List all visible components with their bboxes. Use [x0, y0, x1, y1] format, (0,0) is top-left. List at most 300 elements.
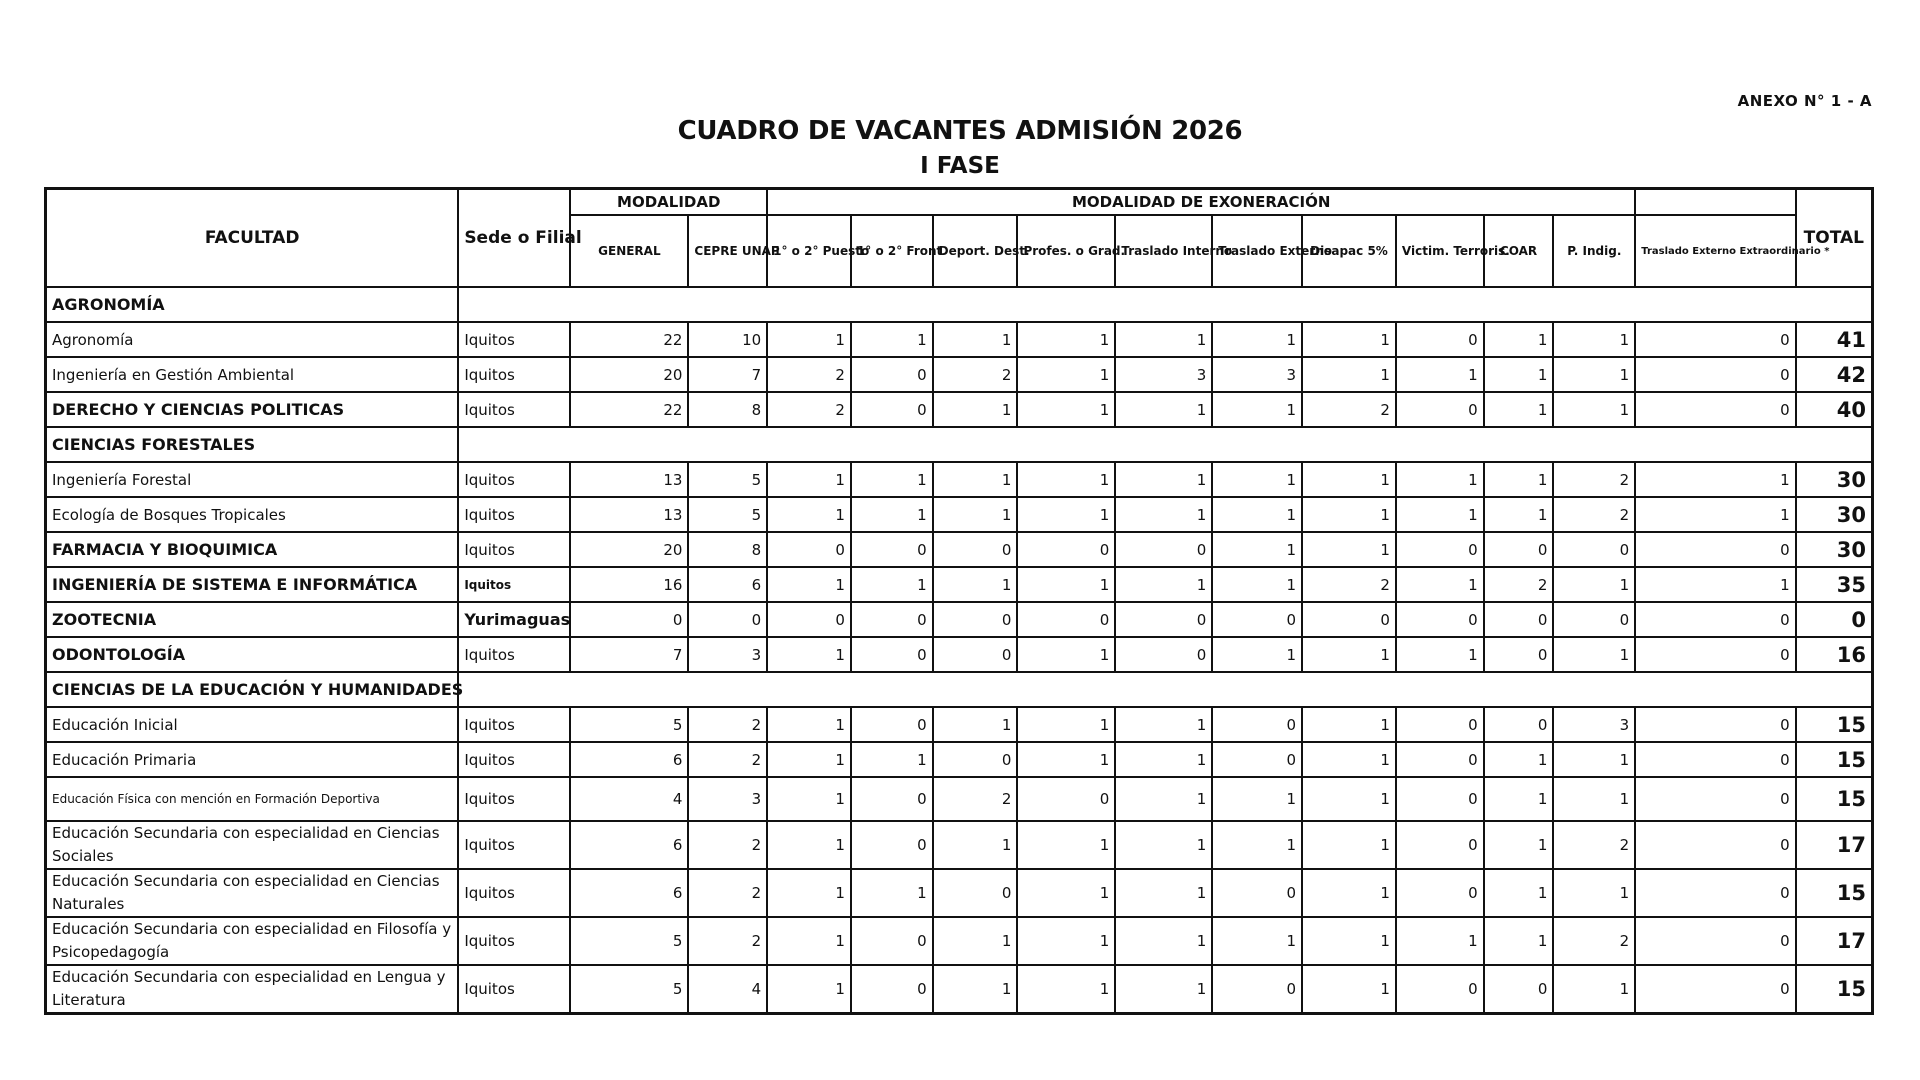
cell-value: 0 [1635, 322, 1795, 357]
table-row [46, 497, 1873, 532]
cell-value: 0 [1635, 637, 1795, 672]
cell-total: 0 [1796, 602, 1873, 637]
cell-value: 1 [767, 821, 851, 869]
cell-value: 1 [1017, 392, 1115, 427]
cell-value: 0 [1396, 869, 1484, 917]
cell-value: 1 [1115, 821, 1212, 869]
table-row [46, 742, 1873, 777]
cell-value: 1 [1017, 497, 1115, 532]
cell-value: 1 [1212, 497, 1302, 532]
cell-value: 0 [1212, 965, 1302, 1014]
cell-value: 0 [851, 602, 933, 637]
cell-value: 1 [1484, 869, 1554, 917]
cell-value: 0 [1115, 532, 1212, 567]
cell-value: 1 [1302, 357, 1396, 392]
header-total: TOTAL [1796, 189, 1873, 288]
cell-value: 2 [767, 392, 851, 427]
cell-value: 2 [688, 869, 767, 917]
cell-sede: Iquitos [458, 707, 570, 742]
table-row [46, 637, 1873, 672]
cell-total: 30 [1796, 462, 1873, 497]
cell-value: 1 [1553, 567, 1635, 602]
cell-sede: Iquitos [458, 777, 570, 821]
cell-value: 3 [1115, 357, 1212, 392]
section-title: AGRONOMÍA [46, 287, 459, 322]
cell-value: 1 [1212, 777, 1302, 821]
cell-value: 2 [1484, 567, 1554, 602]
cell-value: 1 [1302, 821, 1396, 869]
cell-value: 5 [688, 497, 767, 532]
cell-value: 0 [1115, 602, 1212, 637]
cell-value: 2 [1553, 821, 1635, 869]
header-col: 1° o 2° Puesto [767, 215, 851, 287]
cell-value: 1 [1302, 532, 1396, 567]
cell-value: 1 [1302, 742, 1396, 777]
table-row [46, 567, 1873, 602]
cell-value: 5 [688, 462, 767, 497]
cell-value: 1 [1115, 917, 1212, 965]
cell-value: 0 [1635, 917, 1795, 965]
table-row [46, 462, 1873, 497]
cell-value: 1 [767, 637, 851, 672]
cell-sede: Iquitos [458, 637, 570, 672]
cell-value: 0 [1635, 707, 1795, 742]
cell-value: 0 [851, 707, 933, 742]
cell-value: 1 [1017, 917, 1115, 965]
cell-value: 1 [1115, 497, 1212, 532]
cell-value: 0 [1396, 707, 1484, 742]
cell-value: 2 [1553, 497, 1635, 532]
cell-value: 1 [1115, 742, 1212, 777]
cell-value: 0 [767, 532, 851, 567]
cell-total: 15 [1796, 777, 1873, 821]
cell-value: 22 [570, 322, 688, 357]
cell-value: 0 [1484, 707, 1554, 742]
cell-value: 1 [1302, 462, 1396, 497]
header-facultad: FACULTAD [46, 189, 459, 288]
cell-sede: Iquitos [458, 392, 570, 427]
table-row [46, 392, 1873, 427]
section-row [46, 427, 1873, 462]
cell-value: 1 [767, 707, 851, 742]
cell-value: 1 [1302, 497, 1396, 532]
cell-value: 0 [851, 777, 933, 821]
cell-total: 30 [1796, 532, 1873, 567]
cell-value: 1 [1553, 637, 1635, 672]
table-row [46, 602, 1873, 637]
cell-value: 2 [933, 357, 1018, 392]
cell-value: 6 [570, 869, 688, 917]
cell-value: 6 [688, 567, 767, 602]
cell-value: 1 [1115, 567, 1212, 602]
header-col: CEPRE UNAP [688, 215, 767, 287]
cell-value: 1 [933, 965, 1018, 1014]
cell-value: 6 [570, 742, 688, 777]
cell-value: 0 [1396, 322, 1484, 357]
cell-value: 4 [570, 777, 688, 821]
table-row [46, 532, 1873, 567]
cell-total: 42 [1796, 357, 1873, 392]
cell-value: 1 [1553, 357, 1635, 392]
cell-value: 0 [851, 357, 933, 392]
cell-total: 35 [1796, 567, 1873, 602]
cell-value: 0 [851, 965, 933, 1014]
cell-value: 2 [933, 777, 1018, 821]
table-row [46, 707, 1873, 742]
cell-value: 1 [1212, 821, 1302, 869]
cell-value: 0 [1635, 869, 1795, 917]
cell-value: 0 [933, 602, 1018, 637]
cell-value: 0 [1484, 965, 1554, 1014]
section-filler [458, 427, 1872, 462]
cell-value: 0 [933, 869, 1018, 917]
section-title: CIENCIAS DE LA EDUCACIÓN Y HUMANIDADES [46, 672, 459, 707]
annex-label: ANEXO N° 1 - A [1737, 92, 1872, 110]
cell-value: 0 [1017, 777, 1115, 821]
cell-value: 3 [688, 777, 767, 821]
cell-value: 0 [1396, 392, 1484, 427]
cell-value: 1 [1302, 869, 1396, 917]
cell-value: 0 [1635, 532, 1795, 567]
cell-value: 0 [1212, 602, 1302, 637]
cell-value: 1 [1302, 637, 1396, 672]
table-row [46, 917, 1873, 965]
cell-value: 0 [933, 637, 1018, 672]
cell-value: 1 [1017, 742, 1115, 777]
cell-value: 1 [767, 322, 851, 357]
cell-sede: Iquitos [458, 357, 570, 392]
cell-value: 1 [933, 917, 1018, 965]
cell-value: 0 [1553, 602, 1635, 637]
cell-value: 1 [1484, 777, 1554, 821]
cell-value: 1 [1115, 462, 1212, 497]
section-row [46, 672, 1873, 707]
section-filler [458, 672, 1872, 707]
cell-value: 1 [1484, 497, 1554, 532]
header-col: Victim. Terroris. [1396, 215, 1484, 287]
cell-value: 0 [933, 532, 1018, 567]
cell-value: 1 [1212, 567, 1302, 602]
cell-sede: Iquitos [458, 497, 570, 532]
cell-value: 8 [688, 532, 767, 567]
cell-value: 1 [933, 392, 1018, 427]
cell-value: 1 [1553, 777, 1635, 821]
header-col: Deport. Dest. [933, 215, 1018, 287]
cell-value: 1 [1635, 497, 1795, 532]
cell-sede: Iquitos [458, 965, 570, 1014]
cell-value: 5 [570, 917, 688, 965]
cell-sede: Iquitos [458, 821, 570, 869]
header-col: Profes. o Grad. [1017, 215, 1115, 287]
cell-total: 41 [1796, 322, 1873, 357]
cell-value: 1 [767, 462, 851, 497]
cell-facultad: ODONTOLOGÍA [46, 637, 459, 672]
cell-value: 1 [851, 322, 933, 357]
cell-value: 1 [1484, 742, 1554, 777]
cell-value: 0 [1484, 602, 1554, 637]
cell-value: 2 [1553, 917, 1635, 965]
cell-value: 1 [767, 567, 851, 602]
cell-value: 0 [1396, 742, 1484, 777]
cell-sede: Iquitos [458, 462, 570, 497]
cell-value: 2 [688, 821, 767, 869]
cell-sede: Yurimaguas [458, 602, 570, 637]
cell-value: 1 [1212, 462, 1302, 497]
table-row [46, 357, 1873, 392]
cell-value: 0 [1396, 965, 1484, 1014]
cell-value: 1 [1212, 392, 1302, 427]
cell-value: 0 [851, 821, 933, 869]
cell-value: 1 [1302, 322, 1396, 357]
cell-value: 1 [1302, 965, 1396, 1014]
cell-value: 1 [1553, 322, 1635, 357]
section-title: CIENCIAS FORESTALES [46, 427, 459, 462]
page-subtitle: I FASE [920, 153, 1000, 179]
cell-sede: Iquitos [458, 742, 570, 777]
cell-value: 0 [1635, 357, 1795, 392]
cell-value: 0 [1302, 602, 1396, 637]
cell-total: 17 [1796, 821, 1873, 869]
cell-value: 0 [1212, 742, 1302, 777]
cell-value: 1 [851, 869, 933, 917]
cell-value: 20 [570, 532, 688, 567]
cell-facultad: Educación Secundaria con especialidad en Filosofía y Psicopedagogía [46, 917, 459, 965]
cell-value: 1 [1017, 357, 1115, 392]
cell-value: 1 [1212, 637, 1302, 672]
cell-value: 1 [1484, 322, 1554, 357]
cell-value: 1 [1017, 707, 1115, 742]
cell-value: 1 [1635, 567, 1795, 602]
cell-value: 0 [851, 637, 933, 672]
cell-value: 1 [1017, 869, 1115, 917]
table-row [46, 869, 1873, 917]
cell-value: 0 [1635, 742, 1795, 777]
cell-facultad: Educación Secundaria con especialidad en Lengua y Literatura [46, 965, 459, 1014]
cell-value: 6 [570, 821, 688, 869]
cell-value: 1 [1484, 357, 1554, 392]
cell-value: 0 [1396, 777, 1484, 821]
cell-value: 1 [1115, 965, 1212, 1014]
cell-facultad: Ingeniería en Gestión Ambiental [46, 357, 459, 392]
table-body [46, 287, 1873, 1014]
cell-value: 1 [1396, 497, 1484, 532]
header-modalidad: MODALIDAD [570, 189, 767, 216]
cell-value: 3 [1553, 707, 1635, 742]
cell-value: 0 [1396, 532, 1484, 567]
cell-value: 0 [1484, 532, 1554, 567]
cell-facultad: FARMACIA Y BIOQUIMICA [46, 532, 459, 567]
header-col: Disapac 5% [1302, 215, 1396, 287]
cell-value: 13 [570, 497, 688, 532]
cell-total: 30 [1796, 497, 1873, 532]
header-col: 1° o 2° Front [851, 215, 933, 287]
cell-value: 1 [1484, 917, 1554, 965]
cell-value: 0 [1115, 637, 1212, 672]
section-row [46, 287, 1873, 322]
cell-value: 1 [1115, 777, 1212, 821]
cell-value: 20 [570, 357, 688, 392]
cell-value: 1 [1017, 322, 1115, 357]
cell-value: 0 [851, 917, 933, 965]
header-col: P. Indig. [1553, 215, 1635, 287]
cell-value: 1 [851, 497, 933, 532]
cell-value: 1 [767, 497, 851, 532]
cell-value: 1 [933, 322, 1018, 357]
cell-value: 1 [1396, 567, 1484, 602]
cell-facultad: ZOOTECNIA [46, 602, 459, 637]
cell-facultad: Educación Inicial [46, 707, 459, 742]
cell-value: 1 [1553, 742, 1635, 777]
cell-value: 10 [688, 322, 767, 357]
header-empty [1635, 189, 1795, 216]
cell-value: 2 [1302, 392, 1396, 427]
cell-value: 1 [1553, 869, 1635, 917]
cell-facultad: Educación Física con mención en Formación Deportiva [46, 777, 459, 821]
cell-value: 1 [1115, 707, 1212, 742]
cell-value: 1 [933, 707, 1018, 742]
header-col: Traslado Interno [1115, 215, 1212, 287]
cell-value: 3 [688, 637, 767, 672]
cell-value: 0 [1396, 821, 1484, 869]
cell-facultad: Educación Primaria [46, 742, 459, 777]
cell-value: 0 [1635, 821, 1795, 869]
cell-value: 0 [1396, 602, 1484, 637]
cell-value: 1 [1302, 917, 1396, 965]
cell-value: 1 [933, 567, 1018, 602]
cell-value: 0 [1553, 532, 1635, 567]
cell-sede: Iquitos [458, 322, 570, 357]
cell-value: 0 [1635, 602, 1795, 637]
cell-value: 1 [1212, 532, 1302, 567]
cell-value: 1 [1396, 917, 1484, 965]
header-col: COAR [1484, 215, 1554, 287]
cell-value: 1 [1115, 869, 1212, 917]
cell-value: 0 [767, 602, 851, 637]
cell-facultad: Ecología de Bosques Tropicales [46, 497, 459, 532]
cell-value: 1 [1484, 821, 1554, 869]
cell-value: 1 [1302, 707, 1396, 742]
cell-value: 5 [570, 965, 688, 1014]
cell-value: 1 [1635, 462, 1795, 497]
cell-value: 5 [570, 707, 688, 742]
cell-value: 1 [851, 567, 933, 602]
cell-value: 1 [1017, 462, 1115, 497]
cell-value: 0 [851, 532, 933, 567]
cell-value: 2 [688, 707, 767, 742]
cell-total: 15 [1796, 742, 1873, 777]
header-col: Traslado Externo [1212, 215, 1302, 287]
cell-total: 16 [1796, 637, 1873, 672]
table-row [46, 322, 1873, 357]
table-row [46, 821, 1873, 869]
cell-value: 0 [851, 392, 933, 427]
cell-value: 1 [1212, 917, 1302, 965]
page-title: CUADRO DE VACANTES ADMISIÓN 2026 [677, 116, 1243, 146]
cell-value: 1 [767, 777, 851, 821]
cell-value: 2 [688, 917, 767, 965]
section-filler [458, 287, 1872, 322]
cell-value: 1 [933, 497, 1018, 532]
cell-value: 1 [767, 869, 851, 917]
cell-value: 1 [1553, 965, 1635, 1014]
header-col: GENERAL [570, 215, 688, 287]
cell-facultad: Educación Secundaria con especialidad en Ciencias Naturales [46, 869, 459, 917]
cell-value: 0 [1017, 532, 1115, 567]
cell-value: 1 [1396, 462, 1484, 497]
header-col: Traslado Externo Extraordinario * [1635, 215, 1795, 287]
cell-value: 16 [570, 567, 688, 602]
cell-sede: Iquitos [458, 532, 570, 567]
cell-value: 2 [1553, 462, 1635, 497]
cell-value: 1 [1484, 392, 1554, 427]
cell-total: 40 [1796, 392, 1873, 427]
cell-value: 0 [933, 742, 1018, 777]
cell-value: 0 [1017, 602, 1115, 637]
cell-value: 0 [1635, 392, 1795, 427]
cell-value: 1 [1115, 322, 1212, 357]
cell-value: 0 [688, 602, 767, 637]
cell-value: 1 [1017, 821, 1115, 869]
cell-value: 1 [1115, 392, 1212, 427]
cell-value: 8 [688, 392, 767, 427]
cell-facultad: INGENIERÍA DE SISTEMA E INFORMÁTICA [46, 567, 459, 602]
cell-value: 1 [1017, 965, 1115, 1014]
table-row [46, 965, 1873, 1014]
cell-value: 1 [1396, 637, 1484, 672]
cell-value: 1 [767, 742, 851, 777]
cell-value: 1 [851, 462, 933, 497]
cell-value: 0 [1484, 637, 1554, 672]
cell-value: 2 [767, 357, 851, 392]
header-sede: Sede o Filial [458, 189, 570, 288]
vacancies-table [44, 187, 1874, 1015]
cell-value: 1 [933, 821, 1018, 869]
table-row [46, 777, 1873, 821]
cell-sede: Iquitos [458, 567, 570, 602]
cell-sede: Iquitos [458, 869, 570, 917]
cell-total: 15 [1796, 965, 1873, 1014]
cell-value: 0 [570, 602, 688, 637]
cell-total: 15 [1796, 707, 1873, 742]
cell-value: 0 [1212, 707, 1302, 742]
cell-total: 15 [1796, 869, 1873, 917]
cell-value: 3 [1212, 357, 1302, 392]
cell-value: 2 [688, 742, 767, 777]
cell-value: 4 [688, 965, 767, 1014]
cell-value: 0 [1212, 869, 1302, 917]
cell-value: 1 [1553, 392, 1635, 427]
cell-value: 0 [1635, 965, 1795, 1014]
cell-value: 1 [767, 917, 851, 965]
cell-facultad: Educación Secundaria con especialidad en Ciencias Sociales [46, 821, 459, 869]
cell-value: 1 [1302, 777, 1396, 821]
cell-total: 17 [1796, 917, 1873, 965]
header-exoneracion: MODALIDAD DE EXONERACIÓN [767, 189, 1635, 216]
cell-value: 1 [1017, 567, 1115, 602]
cell-facultad: DERECHO Y CIENCIAS POLITICAS [46, 392, 459, 427]
cell-value: 1 [933, 462, 1018, 497]
cell-facultad: Ingeniería Forestal [46, 462, 459, 497]
cell-value: 1 [1484, 462, 1554, 497]
cell-value: 7 [688, 357, 767, 392]
cell-value: 1 [1212, 322, 1302, 357]
cell-value: 2 [1302, 567, 1396, 602]
cell-value: 1 [767, 965, 851, 1014]
cell-value: 1 [1017, 637, 1115, 672]
cell-value: 13 [570, 462, 688, 497]
cell-facultad: Agronomía [46, 322, 459, 357]
cell-value: 1 [1396, 357, 1484, 392]
